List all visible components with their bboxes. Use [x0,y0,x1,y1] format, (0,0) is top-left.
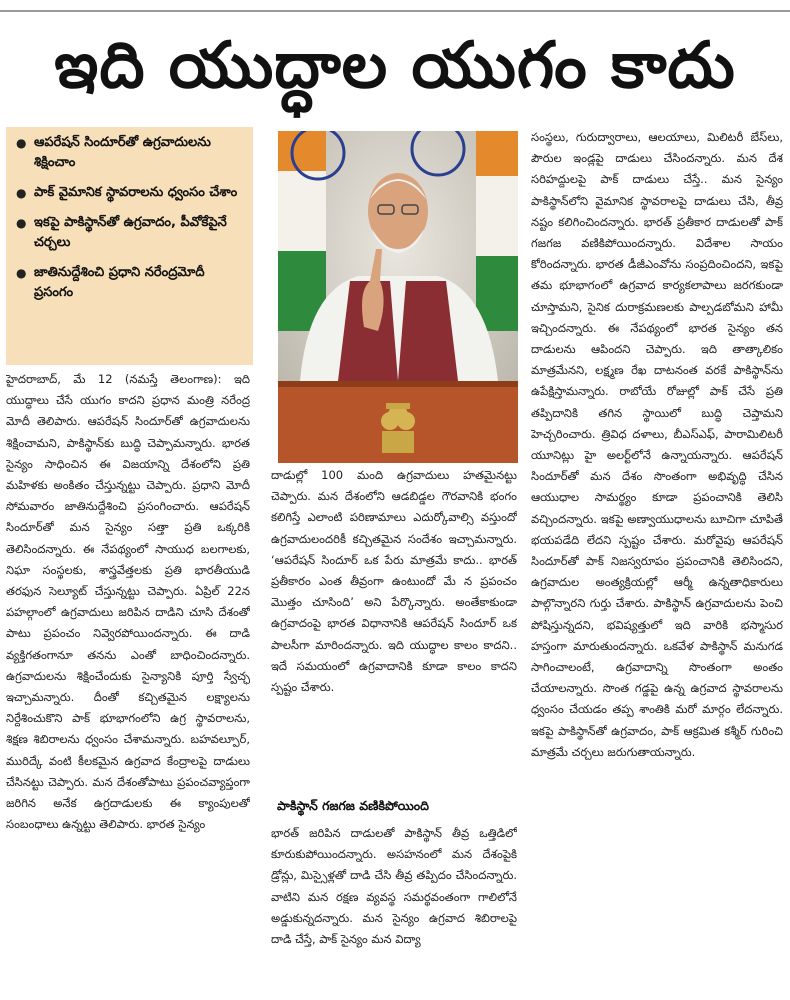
highlight-item: ● జాతినుద్దేశించి ప్రధాని నరేంద్రమోదీ ప్రసంగం [16,263,245,303]
photo-illustration [278,131,518,463]
column-text: దాడుల్లో 100 మంది ఉగ్రవాదులు హతమైనట్టు చెప్పారు. మన దేశంలోని ఆడబిడ్డల గౌరవానికి భంగం కలిగిస్తే ఎలాంటి పరిణామాలు ఎదుర్కోవాల్సి వస్తుందో ఉగ్రవాదులందరికీ కచ్చితమైన సందేశం ఇచ్చామన్నారు. ‘ఆపరేషన్ సిందూర్ ఒక పేరు మాత్రమే కాదు.. భారత్ ప్రతీకారం ఎంత తీవ్రంగా ఉంటుందో మే న ప్రపంచం మొత్తం చూసింది’ అని పేర్కొన్నారు. అంతేకాకుండా ఉగ్రవాదంపై భారత విధానానికి ఆపరేషన్ సిందూర్ ఒక పాలసీగా మారిందన్నారు. ఇది యుద్ధాల కాలం కాదని.. ఇదే సమయంలో ఉగ్రవాదానికి కూడా కాలం కాదని స్పష్టం చేశారు. [271,468,517,695]
top-rule [0,10,790,12]
highlight-item: ● ఆపరేషన్ సిందూర్‌తో ఉగ్రవాదులను శిక్షించాం [16,133,245,173]
column-text: హైదరాబాద్, మే 12 (నమస్తే తెలంగాణ): ఇది యుద్ధాలు చేసే యుగం కాదని ప్రధాన మంత్రి నరేంద్ర మోదీ తెలిపారు. ఆపరేషన్ సిందూర్‌తో ఉగ్రవాదులను శిక్షించామని, పాకిస్థాన్‌కు బుద్ధి చెప్పామన్నారు. భారత సైన్యం సాధించిన ఈ విజయాన్ని దేశంలోని ప్రతి మహిళకు అంకితం చేస్తున్నట్టు చెప్పారు. ప్రధాని మోదీ సోమవారం జాతినుద్దేశించి ప్రసంగించారు. ఆపరేషన్ సిందూర్‌తో మన సైన్యం సత్తా ప్రతి ఒక్కరికి తెలిసిందన్నారు. ఈ నేపథ్యంలో సాయుధ బలగాలకు, నిఘా సంస్థలకు, శాస్త్రవేత్తలకు ప్రతి భారతీయుడి తరఫున సెల్యూట్ చేస్తున్నట్టు చెప్పారు. ఏప్రిల్ 22న పహల్గాంలో ఉగ్రవాదులు జరిపిన దాడిని చూసి దేశంతో పాటు ప్రపంచం నివ్వెరపోయిందన్నారు. ఈ దాడి వ్యక్తిగతంగానూ తనను ఎంతో బాధించిందన్నారు. ఉగ్రవాదులను శిక్షించేందుకు సైన్యానికి పూర్తి స్వేచ్ఛ ఇచ్చామన్నారు. దీంతో కచ్చితమైన లక్ష్యాలను నిర్దేశించుకొని పాక్ భూభాగంలోని ఉగ్ర స్థావరాలను, శిక్షణ శిబిరాలను ధ్వంసం చేశామన్నారు. బహవల్పూర్, మురిద్కే వంటి కీలకమైన ఉగ్రవాద కేంద్రాలపై దాడులు చేసినట్టు చెప్పారు. మన దేశంతోపాటు ప్రపంచవ్యాప్తంగా జరిగిన అనేక ఉగ్రదాడులకు ఈ క్యాంపులతో సంబంధాలు ఉన్నట్టు తెలిపారు. భారత సైన్యం [6,372,250,832]
article-column-2 [271,465,517,785]
column-text: సంస్థలు, గురుద్వారాలు, ఆలయాలు, మిలిటరీ బేస్‌లు, పౌరుల ఇండ్లపై దాడులు చేసిందన్నారు. మన దేశ సరిహద్దులపై పాక్ దాడులు చేస్తే.. మన సైన్యం పాకిస్థాన్‌లోని వైమానిక స్థావరాలపై దాడులు చేసి, తీవ్ర నష్టం కలిగించిందన్నారు. భారత్ ప్రతీకార దాడులతో పాక్ గజగజ వణికిపోయిందన్నారు. విదేశాల సాయం కోరిందన్నారు. భారత డీజీఎంవోను సంప్రదించిందని, ఇకపై తమ భూభాగంలో ఉగ్రవాద కార్యకలాపాలు జరగకుండా చూస్తామని, సైనిక దురాక్రమణలకు పాల్పడబోమని హామీ ఇచ్చిందన్నారు. ఈ నేపథ్యంలో భారత సైన్యం తన దాడులను ఆపిందని చెప్పారు. ఇది తాత్కాలికం మాత్రమేనని, లక్ష్మణ రేఖ దాటనంత వరకే పాకిస్థాన్‌ను ఉపేక్షిస్తామన్నారు. రాబోయే రోజుల్లో పాక్ చేసే ప్రతి తప్పిదానికి తగిన స్థాయిలో బుద్ధి చెప్తామని హెచ్చరించారు. త్రివిధ దళాలు, బీఎస్‌ఎఫ్, పారామిలిటరీ యూనిట్లు హై అలర్ట్‌లోనే ఉన్నాయన్నారు. ఆపరేషన్ సిందూర్‌తో మన దేశం సొంతంగా అభివృద్ధి చేసిన ఆయుధాల సామర్థ్యం కూడా ప్రపంచానికి తెలిసి వచ్చిందన్నారు. ఇకపై అణ్వాయుధాలను బూచిగా చూపితే భయపడేది లేదని స్పష్టం చేశారు. మరోవైపు ఆపరేషన్ సిందూర్‌తో పాక్ నిజస్వరూపం ప్రపంచానికి తెలిసిందని, ఉగ్రవాదుల అంత్యక్రియల్లో ఆర్మీ ఉన్నతాధికారులు పాల్గొన్నారని గుర్తు చేశారు. పాకిస్థాన్ ఉగ్రవాదులను పెంచి పోషిస్తున్నదని, భవిష్యత్తులో ఇది వారికి భస్మాసుర హస్తంగా మారుతుందన్నారు. ఒకవేళ పాకిస్థాన్ మనుగడ సాగించాలంటే, ఉగ్రవాదాన్ని సొంతంగా అంతం చేయాలన్నారు. సొంత గడ్డపై ఉన్న ఉగ్రవాద స్థావరాలను ధ్వంసం చేయడం తప్ప శాంతికి మరో మార్గం లేదన్నారు. ఇకపై పాకిస్థాన్‌తో ఉగ్రవాదం, పాక్ ఆక్రమిత కశ్మీర్ గురించి మాత్రమే చర్చలు జరుగుతాయన్నారు. [531,130,783,759]
highlight-item: ● ఇకపై పాకిస్థాన్‌తో ఉగ్రవాదం, పీవోకేపైనే చర్చలు [16,213,245,253]
column-text: భారత్ జరిపిన దాడులతో పాకిస్థాన్ తీవ్ర ఒత్తిడిలో కూరుకుపోయిందన్నారు. అసహనంలో మన దేశంపైకి డ్రోన్లు, మిస్సైళ్లతో దాడి చేసి తీవ్ర తప్పిదం చేసిందన్నారు. వాటిని మన రక్షణ వ్యవస్థ సమర్థవంతంగా గాలిలోనే అడ్డుకున్నదన్నారు. మన సైన్యం ఉగ్రవాద శిబిరాలపై దాడి చేస్తే, పాక్ సైన్యం మన విద్యా [271,826,517,947]
article-photo [278,131,518,463]
section-subhead: పాకిస్థాన్ గజగజ వణికిపోయింది [277,798,429,813]
article-column-3 [531,127,783,997]
article-column-2-continued [271,823,517,997]
highlight-item: ● పాక్ వైమానిక స్థావరాలను ధ్వంసం చేశాం [16,183,245,203]
highlights-box [6,127,253,365]
article-column-1 [6,369,250,997]
article-headline: ఇది యుద్ధాల యుగం కాదు [54,29,736,103]
